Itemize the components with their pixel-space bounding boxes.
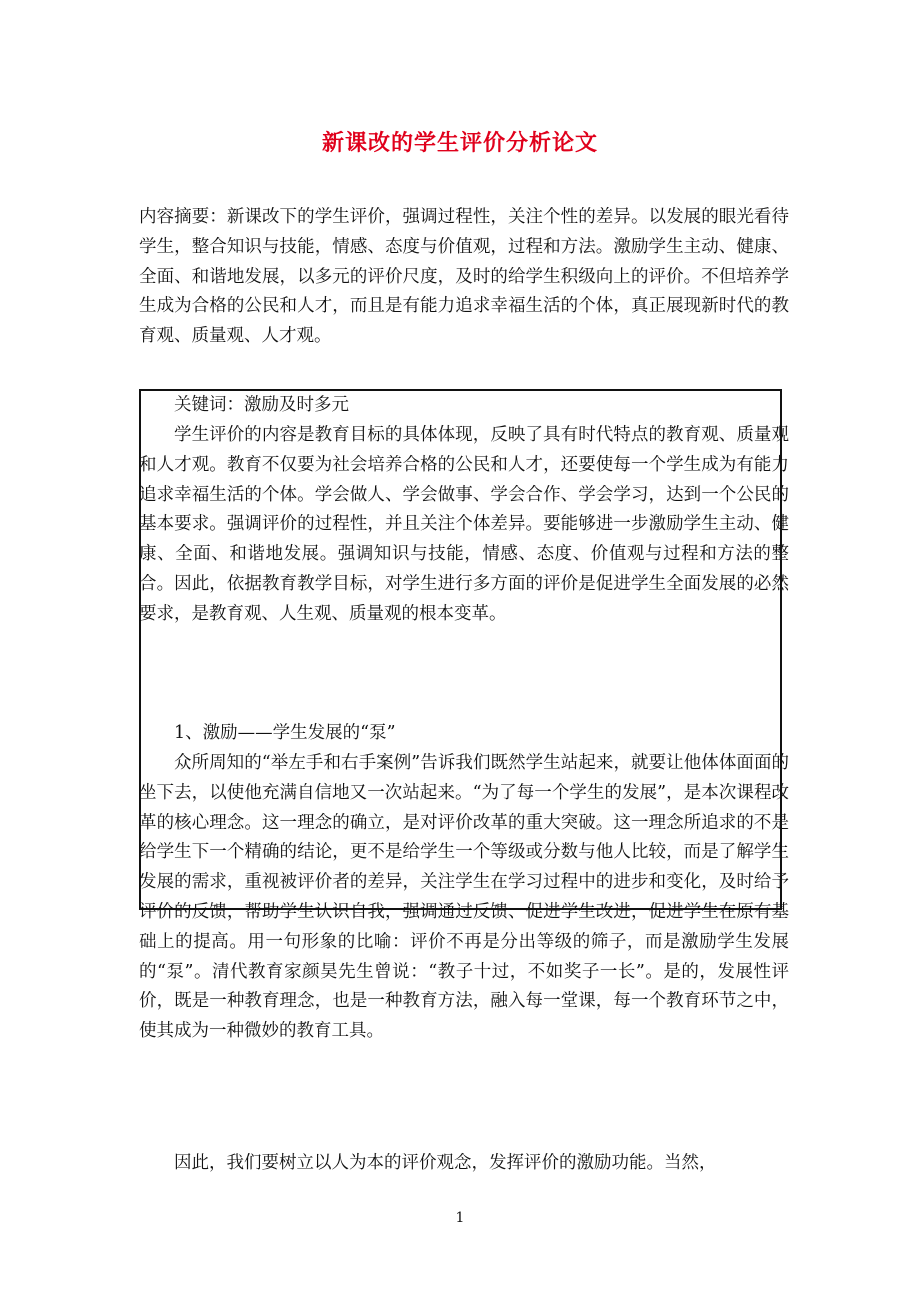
keywords-line: 关键词：激励及时多元 [174, 395, 349, 415]
body-paragraph-1: 学生评价的内容是教育目标的具体体现，反映了具有时代特点的教育观、质量观和人才观。教育不仅要为社会培养合格的公民和人才，还要使每一个学生成为有能力追求幸福生活的个体。学会做人、学会做事、学会合作、学会学习，达到一个公民的基本要求。强调评价的过程性，并且关注个体差异。要能够进一步激励学生主动、健康、全面、和谐地发展。强调知识与技能，情感、态度、价值观与过程和方法的整合。因此，依据教育教学目标，对学生进行多方面的评价是促进学生全面发展的必然要求，是教育观、人生观、质量观的根本变革。 [139, 425, 789, 624]
body-paragraph-2: 众所周知的“举左手和右手案例”告诉我们既然学生站起来，就要让他体体面面的坐下去，以使他充满自信地又一次站起来。“为了每一个学生的发展”，是本次课程改革的核心理念。这一理念的确立，是对评价改革的重大突破。这一理念所追求的不是给学生下一个精确的结论，更不是给学生一个等级或分数与他人比较，而是了解学生发展的需求，重视被评价者的差异，关注学生在学习过程中的进步和变化，及时给予评价的反馈，帮助学生认识自我，强调通过反馈、促进学生改进，促进学生在原有基础上的提高。用一句形象的比喻：评价不再是分出等级的筛子，而是激励学生发展的“泵”。清代教育家颜昊先生曾说：“教子十过，不如奖子一长”。是的，发展性评价，既是一种教育理念，也是一种教育方法，融入每一堂课，每一个教育环节之中，使其成为一种微妙的教育工具。 [139, 753, 789, 1042]
section-heading-1: 1、激励——学生发展的“泵” [174, 723, 396, 743]
body-paragraph-3: 因此，我们要树立以人为本的评价观念，发挥评价的激励功能。当然， [174, 1153, 717, 1173]
document-title: 新课改的学生评价分析论文 [321, 130, 598, 156]
abstract-paragraph: 内容摘要：新课改下的学生评价，强调过程性，关注个性的差异。以发展的眼光看待学生，整合知识与技能，情感、态度与价值观，过程和方法。激励学生主动、健康、全面、和谐地发展，以多元的评价尺度，及时的给学生积级向上的评价。不但培养学生成为合格的公民和人才，而且是有能力追求幸福生活的个体，真正展现新时代的教育观、质量观、人才观。 [139, 207, 789, 347]
page-number: 1 [455, 1210, 465, 1226]
